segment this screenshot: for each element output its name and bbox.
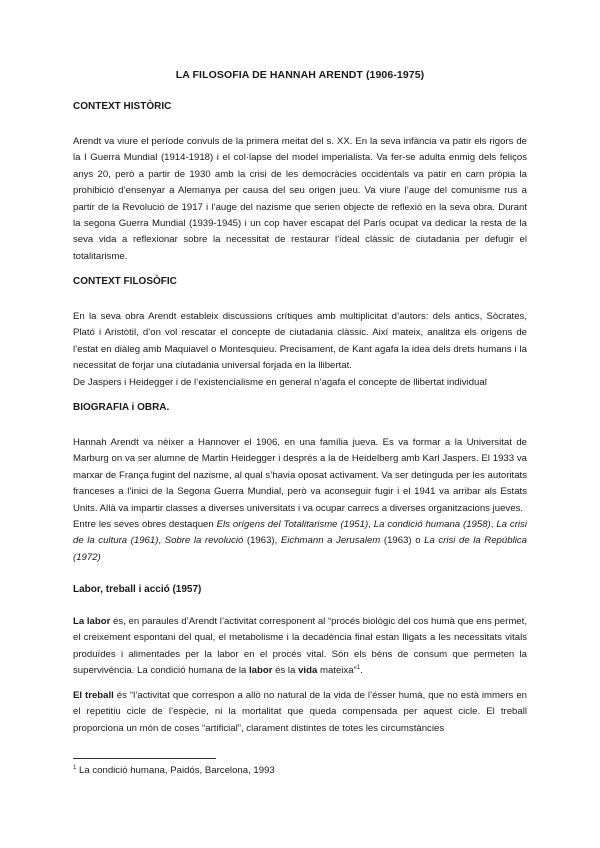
term-labor: labor xyxy=(249,665,273,677)
separator: , xyxy=(158,535,165,547)
footnote-text: La condició humana, Paidós, Barcelona, 1993 xyxy=(76,765,275,776)
heading-year: (1957) xyxy=(169,584,202,595)
work-title: Sobre la revolució xyxy=(164,535,244,547)
separator: , xyxy=(368,519,374,531)
text: és, en paraules d’Arendt l’activitat corresponent al “procés biològic del cos humà que ens permet, el creixement espontani del qual, el metabolisme i la decadència final estan lligats a les necessitats vitals produïdes i alimentades per la labor en el procés vital. Són els béns de consum que permeten la supervivència. La condició humana de la xyxy=(73,616,527,677)
paragraph-context-historic xyxy=(73,134,527,265)
section-heading-biografia: BIOGRAFIA i OBRA. xyxy=(73,402,170,413)
paragraph-biografia xyxy=(73,435,527,566)
footnote-reference[interactable]: 1 xyxy=(356,665,361,672)
paragraph-text xyxy=(73,614,527,680)
term-vida: vida xyxy=(298,665,318,677)
section-heading-context-historic: CONTEXT HISTÒRIC xyxy=(73,101,172,112)
paragraph-text: En la seva obra Arendt estableix discussions crítiques amb multiplicitat d’autors: dels antics, Sòcrates, Plató i Aristòtil, d’on vol rescatar el concepte de ciutadania clàssic. Així mateix, analitza els origens de l’estat en diàleg amb Maquiavel o Montesquieu. Precisament, de Kant agafa la idea dels drets humans i la necessitat de forjar una ciutadania universal forjada en la llibertat. xyxy=(73,311,527,372)
footnote xyxy=(73,765,275,776)
section-heading-labor xyxy=(73,584,201,595)
separator: , xyxy=(274,535,281,547)
heading-bold: Labor, treball i acció xyxy=(73,584,170,595)
work-title: La condició humana (1958) xyxy=(373,519,491,531)
footnote-number: 1 xyxy=(73,764,77,771)
paragraph-text xyxy=(73,688,527,737)
text: mateixa” xyxy=(317,665,357,677)
paragraph-labor xyxy=(73,614,527,680)
text: és “l’activitat que correspon a allò no natural de la vida de l’ésser humà, que no està immers en el repetitiu cicle de l’espècie, ni la mortalitat que queda compensada per aquest cicle. El treball proporciona un món de coses “artificial”, clarament distintes de totes les circumstàncies xyxy=(73,690,527,734)
term-treball: El treball xyxy=(73,690,114,701)
footnote-divider xyxy=(73,758,216,759)
paragraph-treball xyxy=(73,688,527,737)
work-year: (1963) o xyxy=(380,535,425,547)
paragraph-context-filosofic xyxy=(73,309,527,391)
separator: , xyxy=(490,519,497,531)
text: és la xyxy=(272,665,299,677)
section-heading-context-filosofic: CONTEXT FILOSÒFIC xyxy=(73,276,177,287)
paragraph-text: Hannah Arendt va nèixer a Hannover el 1906, en una família jueva. Es va formar a la Universitat de Marburg on va ser alumne de Martin Heidegger i després a la de Heidelberg amb Karl Jaspers. El 1933 va marxar de França fugint del nazisme, al qual s’havia oposat activament. Va ser detinguda per les autoritats franceses a l’inici de la Segona Guerra Mundial, però va aconseguir fugir i el 1941 va arribar als Estats Units. Allà va impartir classes a diverses universitats i va ocupar carrecs a diverses organitzacions jueves. xyxy=(73,437,527,514)
work-title: La crisi de la cultura (1961) xyxy=(73,519,527,547)
work-title: La crisi de la República (1972) xyxy=(73,535,527,563)
paragraph-text: Arendt va viure el període convuls de la primera meitat del s. XX. En la seva infància va patir els rigors de la I Guerra Mundial (1914-1918) i el col·lapse del model imperialista. Va fer-se adulta enmig dels feliços anys 20, però a partir de 1930 amb la crisi de les democràcies occidentals va patir en carn pròpia la prohibició d’ensenyar a Alemanya per causa del seu origen jueu. Va viure l’auge del comunisme rus a partir de la Revolució de 1917 i l’auge del nazisme que serien objecte de reflexió en la seva obra. Durant la segona Guerra Mundial (1939-1945) i un cop haver escapat del París ocupat va dedicar la resta de la seva vida a reflexionar sobre la necessitat de restaurar l’ideal clàssic de ciutadania per defugir el totalitarisme. xyxy=(73,136,527,262)
page-title: LA FILOSOFIA DE HANNAH ARENDT (1906-1975) xyxy=(175,69,425,81)
works-paragraph xyxy=(73,517,527,566)
work-title: Els orígens del Totalitarisme (1951) xyxy=(216,519,369,531)
work-year: (1963) xyxy=(243,535,275,547)
term-labor: La labor xyxy=(73,616,111,627)
work-title: Eichmann a Jerusalem xyxy=(280,535,381,547)
paragraph-text-line2: De Jaspers i Heidegger i de l’existencialisme en general n’agafa el concepte de llibertat individual xyxy=(73,376,487,388)
works-intro: Entre les seves obres destaquen xyxy=(73,519,217,531)
text: . xyxy=(360,665,363,677)
